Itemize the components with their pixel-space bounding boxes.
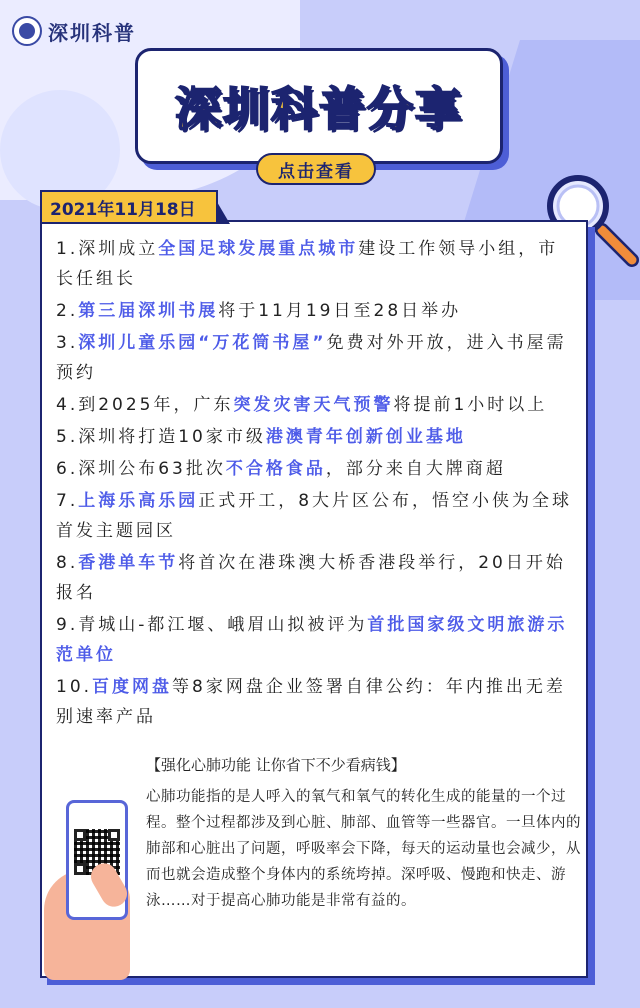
news-text: 7.	[56, 491, 79, 511]
news-highlight: 港澳青年创新创业基地	[265, 427, 466, 447]
logo	[12, 14, 136, 48]
logo-seal-icon	[12, 16, 42, 46]
news-highlight: 全国足球发展重点城市	[158, 239, 359, 259]
title-card	[135, 48, 503, 164]
page-title: 深圳科普分享	[175, 82, 463, 136]
news-text: 6.深圳公布63批次	[56, 459, 226, 479]
news-text: 3.	[56, 333, 79, 353]
news-highlight: 突发灾害天气预警	[233, 395, 394, 415]
news-panel	[40, 220, 588, 978]
news-highlight: 香港单车节	[78, 553, 179, 573]
news-text: 正式开工，8大片区公布，悟空小侠为全球首发主题园区	[56, 491, 573, 541]
view-button[interactable]: 点击查看	[256, 153, 376, 185]
phone-illustration	[42, 778, 152, 978]
news-text: 将首次在港珠澳大桥香港段举行，20日开始报名	[56, 553, 566, 603]
news-highlight: 不合格食品	[225, 459, 326, 479]
news-text: 将提前1小时以上	[393, 395, 548, 415]
news-text: 1.深圳成立	[56, 239, 159, 259]
news-item	[56, 328, 576, 388]
news-highlight: 首批国家级文明旅游示范单位	[56, 615, 568, 665]
news-item	[56, 454, 576, 484]
news-text: 4.到2025年，广东	[56, 395, 234, 415]
news-list	[42, 222, 586, 732]
news-item	[56, 610, 576, 670]
news-text: 2.	[56, 301, 79, 321]
news-text: ，部分来自大牌商超	[325, 459, 506, 479]
news-text: 免费对外开放，进入书屋需预约	[56, 333, 567, 383]
news-item	[56, 486, 576, 546]
news-item	[56, 548, 576, 608]
news-highlight: 上海乐高乐园	[78, 491, 199, 511]
news-text: 8.	[56, 553, 79, 573]
news-text: 10.	[56, 677, 93, 697]
health-title: 【强化心肺功能 让你省下不少看病钱】	[146, 756, 406, 774]
date-tag: 2021年11月18日	[40, 190, 218, 224]
news-text: 9.青城山-都江堰、峨眉山拟被评为	[56, 615, 368, 635]
news-item	[56, 390, 576, 420]
health-body: 心肺功能指的是人呼入的氧气和氧气的转化生成的能量的一个过程。整个过程都涉及到心脏、肺部、血管等一些器官。一旦体内的肺部和心脏出了问题，呼吸率会下降，每天的运动量也会减少，从而也就会造成整个身体内的系统垮掉。深呼吸、慢跑和快走、游泳……对于提高心肺功能是非常有益的。	[146, 789, 581, 909]
news-item	[56, 422, 576, 452]
news-highlight: 第三届深圳书展	[78, 301, 219, 321]
news-highlight: 百度网盘	[92, 677, 173, 697]
news-text: 5.深圳将打造10家市级	[56, 427, 266, 447]
news-text: 建设工作领导小组，市长任组长	[56, 239, 559, 289]
news-text: 将于11月19日至28日举办	[218, 301, 462, 321]
news-item	[56, 672, 576, 732]
news-highlight: 深圳儿童乐园“万花筒书屋”	[78, 333, 327, 353]
logo-text: 深圳科普	[48, 20, 136, 45]
news-item	[56, 234, 576, 294]
news-item	[56, 296, 576, 326]
news-text: 等8家网盘企业签署自律公约：年内推出无差别速率产品	[56, 677, 566, 727]
